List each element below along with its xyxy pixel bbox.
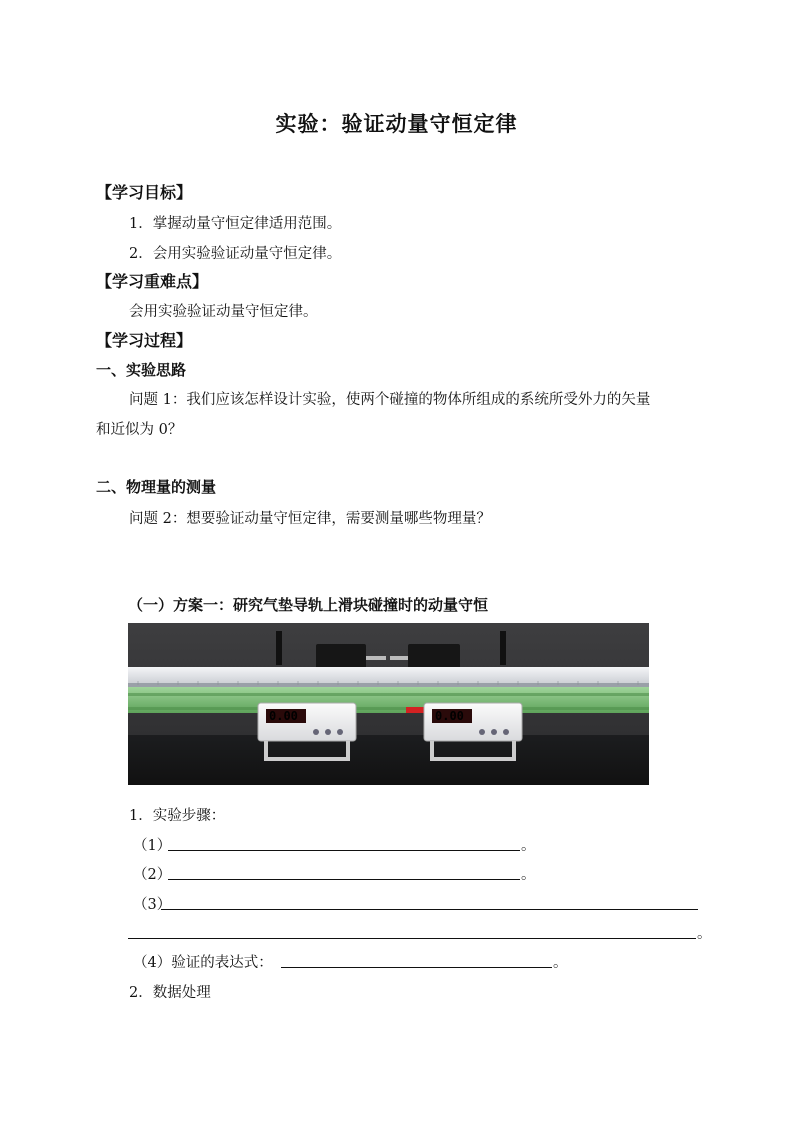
process-heading: 【学习过程】: [96, 331, 193, 350]
timer-display-1: 0.00: [269, 709, 298, 723]
steps-heading: 1．实验步骤：: [129, 808, 226, 824]
question-2: 问题 2：想要验证动量守恒定律，需要测量哪些物理量？: [129, 511, 491, 527]
step-1-label: （1）: [133, 838, 172, 854]
air-track-illustration: [128, 623, 649, 785]
step-2-blank[interactable]: [168, 879, 520, 880]
step-4-period: 。: [553, 955, 568, 971]
question-1-line-2: 和近似为 0？: [96, 422, 183, 438]
step-3-blank-line-2[interactable]: [128, 938, 696, 939]
key-heading: 【学习重难点】: [96, 272, 209, 291]
part2-heading: 二、物理量的测量: [96, 478, 217, 496]
data-processing-heading: 2．数据处理: [129, 985, 211, 1001]
goal-heading: 【学习目标】: [96, 183, 193, 202]
step-3-label: （3）: [133, 897, 172, 913]
air-track-photo: [128, 623, 649, 785]
step-3-blank-line-1[interactable]: [161, 909, 698, 910]
step-2-label: （2）: [133, 867, 172, 883]
timer-display-2: 0.00: [435, 709, 464, 723]
step-4-blank[interactable]: [281, 967, 552, 968]
page-title: 实验：验证动量守恒定律: [275, 111, 518, 136]
goal-item-2: 2．会用实验验证动量守恒定律。: [129, 246, 342, 262]
step-1-blank[interactable]: [168, 850, 520, 851]
step-1-period: 。: [521, 838, 536, 854]
goal-item-1: 1．掌握动量守恒定律适用范围。: [129, 216, 342, 232]
key-text: 会用实验验证动量守恒定律。: [129, 304, 318, 320]
step-3-period: 。: [697, 926, 712, 942]
step-2-period: 。: [521, 867, 536, 883]
part1-heading: 一、实验思路: [96, 361, 187, 379]
step-4-label: （4）验证的表达式：: [133, 955, 273, 971]
plan1-heading: （一）方案一：研究气垫导轨上滑块碰撞时的动量守恒: [128, 596, 489, 614]
question-1-line-1: 问题 1：我们应该怎样设计实验，使两个碰撞的物体所组成的系统所受外力的矢量: [129, 392, 651, 408]
